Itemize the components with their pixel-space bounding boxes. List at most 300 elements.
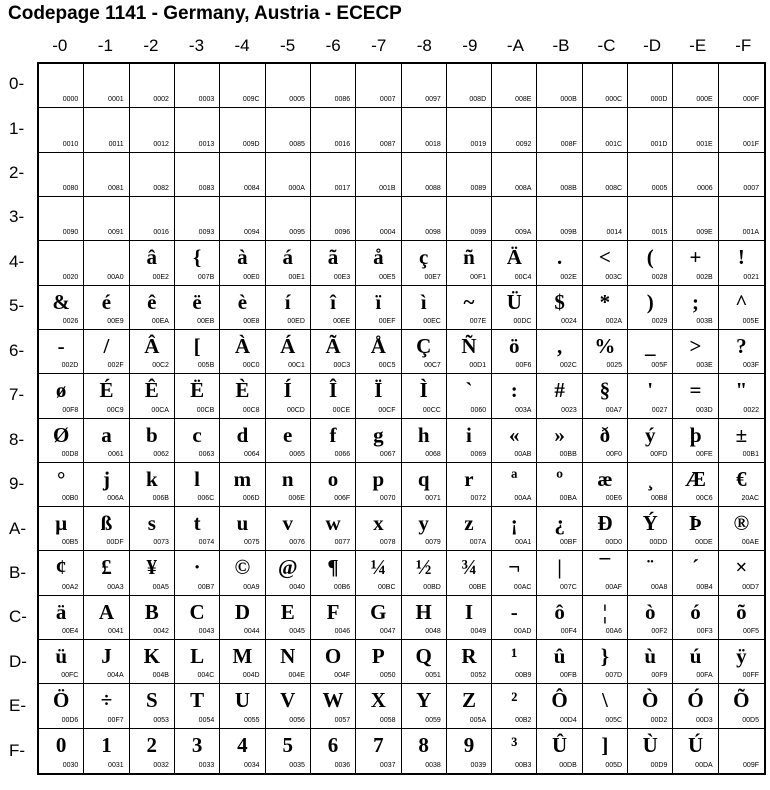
cell-unicode-value: 002E — [560, 273, 577, 281]
cell-unicode-value: 00A5 — [152, 583, 169, 591]
cell-glyph: Å — [370, 333, 386, 358]
cell-unicode-value: 00C4 — [514, 273, 532, 281]
cell-unicode-value: 0034 — [243, 762, 260, 769]
cell-glyph: Ì — [419, 378, 428, 403]
code-cell — [447, 241, 492, 285]
code-cell — [84, 374, 129, 418]
cell-unicode-value: 005F — [651, 362, 668, 370]
cell-unicode-value: 00B2 — [515, 716, 532, 724]
cell-unicode-value: 0020 — [62, 273, 79, 281]
cell-unicode-value: 00A2 — [61, 583, 79, 591]
cell-glyph: c — [192, 422, 202, 447]
cell-unicode-value: 0080 — [62, 184, 79, 192]
code-cell — [266, 640, 311, 684]
code-cell — [673, 241, 718, 285]
code-cell — [673, 197, 718, 241]
cell-unicode-value: 000E — [696, 96, 713, 104]
code-cell — [673, 286, 718, 330]
cell-glyph: - — [57, 333, 65, 358]
code-cell — [492, 330, 537, 374]
cell-unicode-value: 0060 — [470, 406, 487, 414]
column-header: -3 — [188, 36, 205, 55]
cell-unicode-value: 0061 — [108, 450, 124, 458]
cell-glyph: D — [234, 599, 250, 624]
code-cell — [447, 330, 492, 374]
cell-unicode-value: 0079 — [425, 539, 441, 547]
cell-glyph: ø — [55, 378, 67, 403]
code-cell — [266, 153, 311, 197]
code-cell — [628, 330, 673, 374]
cell-unicode-value: 0016 — [334, 140, 351, 148]
cell-unicode-value: 0058 — [379, 716, 396, 724]
cell-unicode-value: 008A — [515, 184, 532, 192]
cell-glyph: ¨ — [646, 555, 654, 580]
cell-unicode-value: 0043 — [198, 628, 215, 636]
row-header: 2- — [9, 163, 25, 183]
code-cell — [719, 684, 764, 728]
cell-unicode-value: 0049 — [470, 628, 487, 636]
cell-glyph: ¸ — [646, 466, 654, 491]
cell-glyph: ì — [420, 289, 427, 314]
cell-glyph: Ä — [506, 245, 522, 270]
cell-unicode-value: 00A6 — [605, 628, 623, 636]
cell-unicode-value: 00CA — [151, 406, 169, 414]
code-cell — [130, 374, 175, 418]
code-cell — [402, 241, 447, 285]
cell-glyph: a — [101, 422, 112, 447]
cell-unicode-value: 00CE — [332, 406, 351, 414]
code-cell — [673, 108, 718, 152]
code-cell — [39, 596, 84, 640]
cell-glyph: Ñ — [461, 333, 477, 358]
cell-glyph: g — [373, 422, 384, 447]
cell-unicode-value: 0001 — [108, 96, 124, 104]
cell-unicode-value: 00C5 — [378, 362, 396, 370]
code-cell — [84, 153, 129, 197]
cell-glyph: Ò — [642, 688, 659, 713]
cell-unicode-value: 0046 — [334, 628, 351, 636]
cell-unicode-value: 0077 — [334, 539, 351, 547]
code-cell — [447, 729, 492, 773]
cell-glyph: Õ — [733, 688, 750, 713]
code-cell — [220, 197, 265, 241]
cell-glyph: ; — [692, 289, 700, 314]
code-cell — [311, 197, 356, 241]
cell-unicode-value: 00F1 — [470, 273, 487, 281]
code-cell — [537, 330, 582, 374]
code-cell — [175, 64, 220, 108]
code-cell — [311, 153, 356, 197]
code-cell — [84, 507, 129, 551]
cell-unicode-value: 009A — [515, 229, 532, 237]
code-cell — [356, 64, 401, 108]
code-cell — [39, 153, 84, 197]
code-cell — [220, 684, 265, 728]
code-cell — [628, 64, 673, 108]
cell-glyph: s — [147, 511, 156, 536]
cell-glyph: ë — [192, 289, 202, 314]
cell-unicode-value: 006F — [334, 495, 351, 503]
cell-glyph: ´ — [692, 555, 700, 580]
code-cell — [537, 374, 582, 418]
cell-glyph: e — [283, 422, 293, 447]
code-cell — [39, 729, 84, 773]
cell-unicode-value: 006E — [288, 495, 305, 503]
cell-glyph: Þ — [689, 511, 702, 536]
cell-unicode-value: 00EB — [197, 317, 215, 325]
cell-glyph: £ — [101, 555, 112, 580]
cell-unicode-value: 0075 — [243, 539, 260, 547]
code-cell — [266, 684, 311, 728]
cell-unicode-value: 00FD — [650, 450, 668, 458]
cell-glyph: J — [101, 644, 112, 669]
code-cell — [673, 419, 718, 463]
code-cell — [220, 241, 265, 285]
code-cell — [39, 241, 84, 285]
code-cell — [266, 507, 311, 551]
cell-glyph: ú — [689, 644, 702, 669]
code-cell — [402, 596, 447, 640]
code-cell — [673, 374, 718, 418]
cell-unicode-value: 0067 — [379, 450, 396, 458]
cell-glyph: · — [193, 555, 201, 580]
code-cell — [673, 551, 718, 595]
cell-glyph: ð — [599, 422, 611, 447]
cell-unicode-value: 00E6 — [605, 495, 623, 503]
code-cell — [673, 330, 718, 374]
cell-unicode-value: 002C — [560, 362, 577, 370]
row-header: 9- — [9, 474, 25, 494]
code-cell — [311, 596, 356, 640]
cell-unicode-value: 00E9 — [107, 317, 124, 325]
cell-glyph: € — [736, 466, 747, 491]
cell-unicode-value: 0051 — [425, 672, 441, 680]
cell-unicode-value: 0094 — [243, 229, 260, 237]
cell-glyph: à — [237, 245, 248, 270]
cell-glyph: F — [326, 599, 340, 624]
cell-unicode-value: 00EC — [423, 317, 441, 325]
cell-unicode-value: 0098 — [425, 229, 441, 237]
cell-unicode-value: 00F4 — [560, 628, 577, 636]
cell-unicode-value: 009D — [242, 140, 260, 148]
code-cell — [39, 108, 84, 152]
row-headers — [0, 62, 37, 773]
code-cell — [537, 640, 582, 684]
code-cell — [492, 197, 537, 241]
code-cell — [492, 507, 537, 551]
column-header: -5 — [280, 36, 296, 55]
cell-glyph: Ý — [642, 511, 658, 536]
cell-glyph: Ú — [687, 732, 704, 757]
cell-unicode-value: 00CB — [196, 406, 215, 414]
cell-unicode-value: 00AE — [741, 539, 759, 547]
code-cell — [311, 241, 356, 285]
cell-unicode-value: 003D — [695, 406, 713, 414]
cell-unicode-value: 00CD — [286, 406, 305, 414]
code-cell — [266, 463, 311, 507]
code-cell — [356, 330, 401, 374]
cell-unicode-value: 00CC — [422, 406, 441, 414]
cell-glyph: z — [464, 511, 474, 536]
cell-unicode-value: 007B — [197, 273, 215, 281]
code-cell — [266, 419, 311, 463]
code-cell — [583, 596, 628, 640]
code-cell — [583, 197, 628, 241]
cell-glyph: E — [280, 599, 295, 624]
code-cell — [719, 153, 764, 197]
cell-unicode-value: 0076 — [289, 539, 305, 547]
cell-unicode-value: 004E — [288, 672, 305, 680]
code-cell — [402, 684, 447, 728]
code-cell — [447, 197, 492, 241]
cell-unicode-value: 00E2 — [152, 273, 169, 281]
cell-unicode-value: 0029 — [651, 317, 668, 325]
cell-glyph: " — [735, 378, 748, 403]
cell-glyph: A — [98, 599, 115, 624]
cell-unicode-value: 007C — [560, 583, 577, 591]
cell-unicode-value: 00C6 — [695, 495, 713, 503]
cell-unicode-value: 00FF — [742, 672, 759, 680]
code-cell — [220, 153, 265, 197]
cell-glyph: p — [372, 466, 385, 491]
cell-glyph: å — [373, 245, 384, 270]
code-cell — [220, 640, 265, 684]
cell-unicode-value: 0066 — [334, 450, 351, 458]
code-cell — [537, 197, 582, 241]
cell-unicode-value: 0071 — [425, 495, 441, 503]
cell-unicode-value: 00B0 — [61, 495, 79, 503]
cell-unicode-value: 00E8 — [243, 317, 260, 325]
code-cell — [537, 551, 582, 595]
code-cell — [356, 153, 401, 197]
code-cell — [628, 374, 673, 418]
code-cell — [447, 374, 492, 418]
cell-unicode-value: 004F — [334, 672, 351, 680]
cell-glyph: ã — [327, 245, 339, 270]
code-cell — [130, 330, 175, 374]
cell-glyph: = — [689, 378, 702, 403]
code-cell — [719, 551, 764, 595]
cell-unicode-value: 00D1 — [469, 362, 487, 370]
cell-unicode-value: 0088 — [425, 184, 441, 192]
cell-glyph: - — [510, 599, 518, 624]
cell-unicode-value: 00B7 — [197, 583, 215, 591]
cell-glyph: R — [461, 644, 477, 669]
column-header: -9 — [462, 36, 478, 55]
code-cell — [39, 463, 84, 507]
cell-unicode-value: 00D4 — [560, 716, 577, 724]
code-cell — [447, 551, 492, 595]
cell-glyph: . — [556, 245, 563, 270]
code-cell — [492, 551, 537, 595]
code-cell — [447, 64, 492, 108]
cell-unicode-value: 0037 — [379, 762, 396, 769]
code-cell — [220, 551, 265, 595]
code-cell — [175, 419, 220, 463]
cell-glyph: Ó — [687, 688, 704, 713]
cell-unicode-value: 0093 — [198, 229, 215, 237]
cell-glyph: C — [189, 599, 205, 624]
cell-glyph: T — [190, 688, 205, 713]
cell-glyph: 7 — [373, 732, 384, 757]
code-cell — [537, 729, 582, 773]
code-cell — [175, 330, 220, 374]
cell-glyph: j — [102, 466, 110, 491]
code-cell — [130, 153, 175, 197]
cell-glyph: ³ — [511, 732, 518, 757]
code-cell — [492, 596, 537, 640]
cell-unicode-value: 0021 — [743, 273, 759, 281]
cell-glyph: Û — [552, 732, 568, 757]
code-cell — [220, 419, 265, 463]
cell-glyph: ñ — [463, 245, 475, 270]
cell-unicode-value: 003C — [605, 273, 623, 281]
cell-glyph: 2 — [146, 732, 158, 757]
code-cell — [719, 286, 764, 330]
cell-unicode-value: 0039 — [470, 762, 487, 769]
cell-unicode-value: 00EE — [333, 317, 351, 325]
cell-unicode-value: 0048 — [425, 628, 441, 636]
cell-unicode-value: 00A3 — [107, 583, 124, 591]
cell-unicode-value: 0086 — [334, 96, 351, 104]
cell-glyph: ¡ — [510, 511, 518, 536]
code-cell — [719, 507, 764, 551]
cell-glyph: 8 — [418, 732, 429, 757]
cell-glyph: f — [329, 422, 337, 447]
cell-glyph: v — [282, 511, 293, 536]
cell-unicode-value: 0074 — [198, 539, 215, 547]
cell-glyph: : — [510, 378, 518, 403]
code-cell — [402, 108, 447, 152]
cell-glyph: Â — [144, 333, 160, 358]
cell-glyph: ü — [55, 644, 67, 669]
code-cell — [130, 108, 175, 152]
cell-glyph: # — [554, 378, 565, 403]
cell-glyph: ò — [644, 599, 656, 624]
code-cell — [673, 684, 718, 728]
cell-unicode-value: 00F2 — [651, 628, 668, 636]
cell-unicode-value: 00B5 — [61, 539, 79, 547]
cell-glyph: î — [330, 289, 336, 314]
code-cell — [537, 241, 582, 285]
code-cell — [447, 108, 492, 152]
code-cell — [84, 197, 129, 241]
code-cell — [39, 684, 84, 728]
cell-glyph: ê — [147, 289, 157, 314]
cell-unicode-value: 007D — [605, 672, 623, 680]
cell-unicode-value: 0026 — [62, 317, 79, 325]
code-cell — [719, 640, 764, 684]
cell-unicode-value: 0063 — [198, 450, 215, 458]
cell-unicode-value: 0054 — [198, 716, 215, 724]
cell-unicode-value: 001B — [379, 184, 396, 192]
cell-unicode-value: 00CF — [378, 406, 396, 414]
cell-unicode-value: 00B4 — [696, 583, 713, 591]
cell-unicode-value: 0006 — [697, 184, 713, 192]
cell-glyph: § — [599, 378, 611, 403]
cell-glyph: B — [144, 599, 159, 624]
cell-glyph: ® — [733, 511, 750, 536]
code-cell — [583, 241, 628, 285]
code-cell — [628, 551, 673, 595]
row-header: C- — [9, 607, 27, 627]
code-cell — [175, 241, 220, 285]
code-cell — [447, 640, 492, 684]
cell-unicode-value: 00DB — [559, 762, 577, 769]
cell-unicode-value: 00DD — [649, 539, 668, 547]
cell-unicode-value: 0053 — [153, 716, 169, 724]
cell-glyph: Ê — [144, 378, 159, 403]
cell-unicode-value: 00E1 — [288, 273, 305, 281]
code-cell — [447, 286, 492, 330]
cell-glyph: ¬ — [508, 555, 521, 580]
cell-glyph: i — [466, 422, 472, 447]
cell-unicode-value: 005A — [469, 716, 487, 724]
code-cell — [266, 729, 311, 773]
cell-glyph: ½ — [415, 555, 432, 580]
code-cell — [583, 640, 628, 684]
code-cell — [583, 153, 628, 197]
code-cell — [492, 153, 537, 197]
code-cell — [402, 729, 447, 773]
code-cell — [537, 419, 582, 463]
cell-unicode-value: 0097 — [425, 96, 441, 104]
code-cell — [266, 241, 311, 285]
cell-glyph: ² — [511, 688, 518, 713]
cell-glyph: 3 — [191, 732, 203, 757]
cell-unicode-value: 000B — [560, 96, 577, 104]
cell-unicode-value: 00D0 — [605, 539, 623, 547]
code-cell — [266, 64, 311, 108]
cell-unicode-value: 00B8 — [651, 495, 668, 503]
cell-glyph: _ — [644, 333, 656, 358]
cell-glyph: ¢ — [55, 555, 67, 580]
cell-unicode-value: 0084 — [243, 184, 260, 192]
code-cell — [402, 64, 447, 108]
cell-glyph: « — [509, 422, 520, 447]
code-cell — [628, 241, 673, 285]
row-header: D- — [9, 651, 27, 671]
cell-glyph: ¶ — [327, 555, 339, 580]
code-cell — [673, 596, 718, 640]
cell-unicode-value: 001A — [742, 229, 759, 237]
code-cell — [84, 596, 129, 640]
column-header: -E — [689, 36, 707, 55]
code-cell — [719, 419, 764, 463]
cell-glyph: ¥ — [146, 555, 158, 580]
cell-unicode-value: 0040 — [289, 583, 305, 591]
cell-unicode-value: 00B9 — [515, 672, 532, 680]
row-header: F- — [9, 740, 26, 760]
cell-glyph: h — [417, 422, 430, 447]
code-cell — [583, 374, 628, 418]
row-header: E- — [9, 696, 26, 716]
cell-glyph: N — [280, 644, 296, 669]
cell-unicode-value: 00C9 — [106, 406, 124, 414]
cell-unicode-value: 00D5 — [742, 716, 759, 724]
code-cell — [311, 330, 356, 374]
cell-unicode-value: 003B — [696, 317, 713, 325]
code-cell — [175, 153, 220, 197]
cell-glyph: ý — [644, 422, 656, 447]
cell-glyph: ¿ — [554, 511, 565, 536]
code-cell — [719, 374, 764, 418]
code-cell — [84, 729, 129, 773]
code-cell — [130, 551, 175, 595]
cell-glyph: è — [237, 289, 248, 314]
cell-unicode-value: 00B1 — [742, 450, 759, 458]
cell-unicode-value: 007E — [469, 317, 487, 325]
